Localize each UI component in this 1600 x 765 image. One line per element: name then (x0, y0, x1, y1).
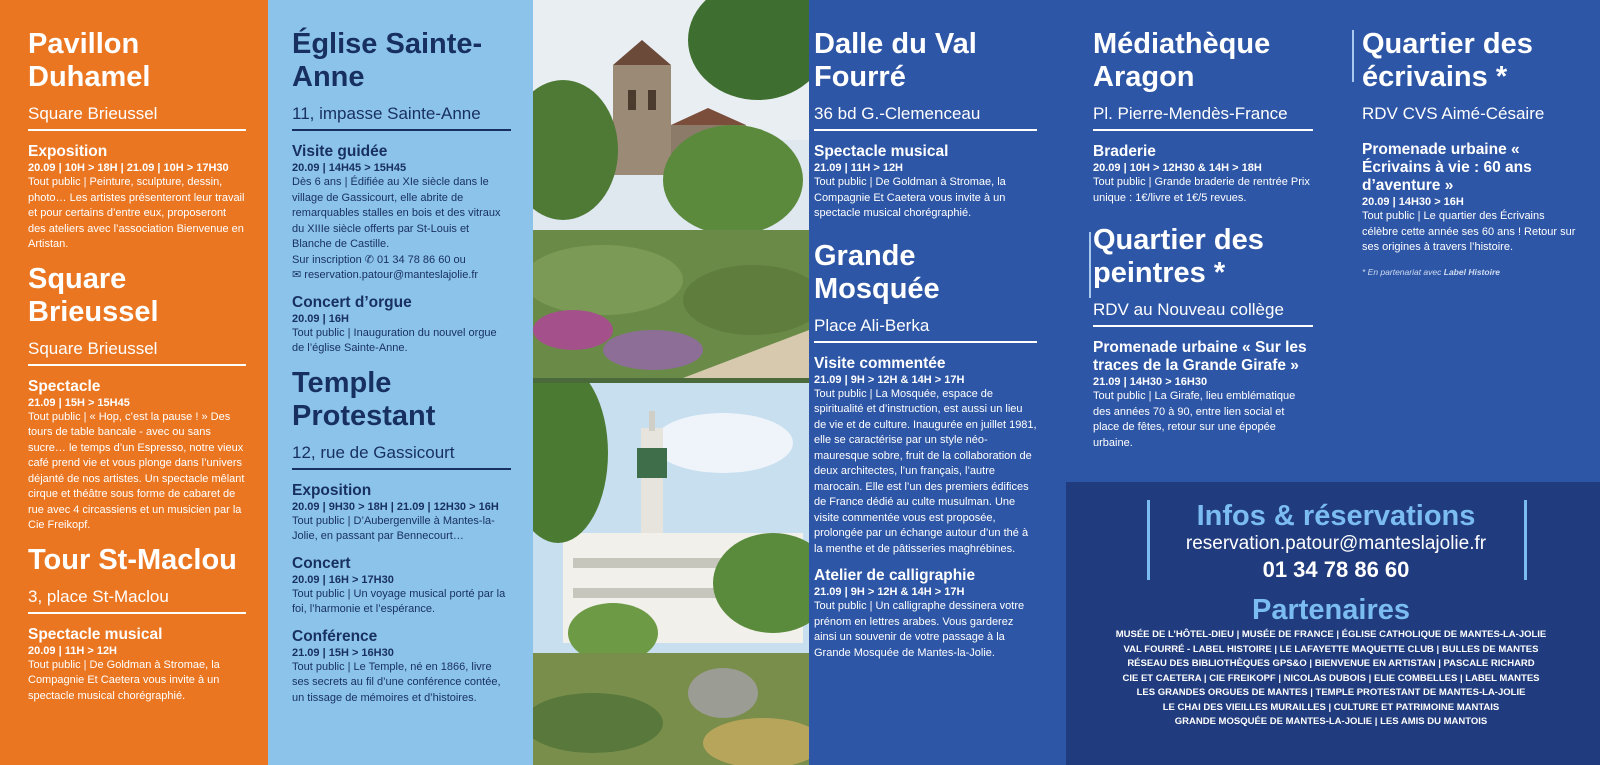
event (1093, 143, 1313, 206)
event-description: Tout public | Le quartier des Écrivains célèbre cette année ses 60 ans ! Retour sur ses origines à travers l’histoire. (1362, 210, 1576, 253)
column-light-blue (268, 0, 533, 765)
venue-address: 12, rue de Gassicourt (292, 443, 511, 470)
mail-icon: ✉ (292, 269, 302, 281)
venue-title: Grande Mosquée (814, 239, 940, 305)
event-date: 21.09 | 15H > 16H30 (292, 646, 394, 659)
event (814, 143, 1037, 222)
partners-line: MUSÉE DE L’HÔTEL-DIEU | MUSÉE DE FRANCE | ÉGLISE CATHOLIQUE DE MANTES-LA-JOLIE (1115, 629, 1547, 640)
photo-church-garden (533, 0, 809, 378)
event (1362, 141, 1577, 256)
event (28, 378, 246, 534)
event-type: Exposition (28, 143, 108, 160)
event-description: Dès 6 ans | Édifiée au XIe siècle dans le village de Gassicourt, elle abrite de remarquables stalles en bois et des vitraux du XIIIe siècle offerts par St-Louis et Blanche de Castille. (292, 176, 501, 250)
event (814, 567, 1037, 661)
venue-mediatheque-aragon (1093, 28, 1313, 206)
venue-address: Square Brieussel (28, 339, 246, 366)
event (292, 482, 511, 545)
infos-email[interactable]: reservation.patour@manteslajolie.fr (1185, 533, 1487, 554)
venue-address: Square Brieussel (28, 104, 246, 131)
partners-line: GRANDE MOSQUÉE DE MANTES-LA-JOLIE | LES AMIS DU MANTOIS (1174, 716, 1488, 727)
venue-title: Quartier des écrivains * (1362, 28, 1533, 93)
event-type: Visite commentée (814, 354, 946, 372)
event-type: Spectacle musical (814, 143, 949, 160)
event-description: Tout public | Un calligraphe dessinera votre prénom en lettres arabes. Vous garderez ainsi un souvenir de votre passage à la Grande Mosquée de Mantes-la-Jolie. (814, 600, 1025, 659)
venue-title: Square Brieussel (28, 262, 159, 328)
venue-title: Médiathèque Aragon (1093, 28, 1271, 93)
venue-quartier-des-peintres (1093, 224, 1313, 451)
event-date: 20.09 | 14H30 > 16H (1362, 196, 1464, 208)
spacer (1093, 216, 1313, 224)
venue-address: Pl. Pierre-Mendès-France (1093, 104, 1313, 131)
column-photos (533, 0, 809, 765)
venue-title: Quartier des peintres * (1093, 224, 1264, 289)
event-type: Spectacle musical (28, 625, 163, 643)
event (292, 555, 511, 618)
venue-tour-st-maclou (28, 544, 246, 705)
venue-title: Dalle du Val Fourré (814, 28, 977, 93)
inscription-line (292, 253, 511, 269)
inscription-label: Sur inscription (292, 253, 362, 266)
event-date: 21.09 | 9H > 12H & 14H > 17H (814, 373, 965, 386)
partners-title: Partenaires (1252, 594, 1410, 626)
event-description: Tout public | La Girafe, lieu emblématique des années 70 à 90, entre lien social et place de fêtes, retour sur une épopée urbaine. (1093, 390, 1296, 449)
event-type: Exposition (292, 481, 372, 499)
infos-phone[interactable]: 01 34 78 86 60 (1262, 557, 1410, 582)
venue-dalle-du-val-fourre (814, 28, 1037, 222)
photo-mosque-garden (533, 383, 809, 765)
event-description: Tout public | D’Aubergenville à Mantes-la-Jolie, en passant par Bennecourt… (292, 514, 495, 542)
mosque-garden-illustration (533, 383, 809, 765)
event-type: Concert (292, 554, 351, 572)
event-description: Tout public | Un voyage musical porté par la foi, l’harmonie et l’espérance. (292, 587, 506, 615)
event-description: Tout public | De Goldman à Stromae, la Compagnie Et Caetera vous invite à un spectacle musical chorégraphié. (814, 176, 1006, 219)
venue-title: Temple Protestant (292, 366, 436, 432)
event-date: 20.09 | 10H > 18H | 21.09 | 10H > 17H30 (28, 162, 229, 174)
phone-icon: ✆ (364, 253, 374, 266)
event-date: 20.09 | 9H30 > 18H | 21.09 | 12H30 > 16H (292, 500, 499, 513)
event (292, 628, 511, 707)
event-date: 20.09 | 14H45 > 15H45 (292, 162, 407, 174)
event-type: Promenade urbaine « Écrivains à vie : 60 ans d’aventure » (1362, 141, 1532, 194)
infos-reservations (1146, 500, 1526, 584)
inscription-email[interactable]: reservation.patour@manteslajolie.fr (304, 269, 479, 281)
venue-temple-protestant (292, 367, 511, 707)
event-description: Tout public | Le Temple, né en 1866, livre ses secrets au fil d’une conférence contée, un tissage de mémoires et d’histoires. (292, 660, 501, 704)
venue-address: 11, impasse Sainte-Anne (292, 104, 511, 131)
event (814, 355, 1037, 558)
event-type: Concert d’orgue (292, 293, 412, 311)
footnote-org: Label Histoire (1443, 266, 1500, 277)
venue-grande-mosquee (814, 240, 1037, 662)
venue-address: 3, place St-Maclou (28, 587, 246, 614)
event (28, 143, 246, 253)
event (292, 143, 511, 284)
event-date: 21.09 | 11H > 12H (814, 162, 904, 174)
event-type: Promenade urbaine « Sur les traces de la Grande Girafe » (1093, 339, 1307, 374)
event-description: Tout public | La Mosquée, espace de spiritualité et d’instruction, est aussi un lieu de vie et de culture. Inaugurée en juillet 1981, elle se caractérise par un style néo-mauresque sobre, fruit de la collaboration de deux architectes, l’un français, l’autre marocain. Elle est l’un des premiers édifices de France dédié au culte musulman. Une visite commentée vous est proposée, prolongée par un échange autour d’un thé à la menthe et de pâtisseries maghrébines. (814, 387, 1037, 555)
column-mediatheque (1093, 28, 1313, 461)
event-type: Conférence (292, 627, 378, 645)
partners-line: VAL FOURRÉ - LABEL HISTOIRE | LE LAFAYETTE MAQUETTE CLUB | BULLES DE MANTES (1123, 643, 1539, 655)
venue-eglise-sainte-anne (292, 28, 511, 357)
event-date: 21.09 | 14H30 > 16H30 (1093, 376, 1208, 388)
divider-line (1352, 30, 1354, 82)
event (1093, 339, 1313, 451)
event-date: 20.09 | 10H > 12H30 & 14H > 18H (1093, 162, 1262, 174)
venue-title: Tour St-Maclou (28, 543, 237, 576)
partners-line: LES GRANDES ORGUES DE MANTES | TEMPLE PROTESTANT DE MANTES-LA-JOLIE (1136, 687, 1526, 698)
church-garden-illustration (533, 0, 809, 378)
partners (1096, 594, 1566, 730)
event-description: Tout public | « Hop, c’est la pause ! » Des tours de table bancale - avec ou sans sucre… le temps d’un Espresso, notre vieux café prend vie et vous plonge dans l’univers déjanté de nos artistes. Un spectacle mêlant cirque et théâtre sous forme de cabaret de rue avec 4 circassiens et un musicien par la Cie Freikopf. (28, 410, 245, 531)
venue-pavillon-duhamel (28, 28, 246, 253)
event-date: 21.09 | 15H > 15H45 (28, 396, 130, 409)
event-date: 20.09 | 16H > 17H30 (292, 573, 394, 586)
footnote-text: * En partenariat avec (1362, 266, 1442, 277)
event (28, 626, 246, 705)
column-val-fourre (814, 28, 1037, 671)
footnote (1362, 266, 1577, 278)
venue-square-brieussel (28, 263, 246, 534)
infos-title: Infos & réservations (1196, 500, 1476, 532)
venue-title: Église Sainte-Anne (292, 28, 483, 93)
column-ecrivains (1362, 28, 1577, 278)
event-description: Tout public | De Goldman à Stromae, la Compagnie Et Caetera vous invite à un spectacle musical chorégraphié. (28, 658, 220, 702)
spacer (814, 232, 1037, 240)
partners-line: RÉSEAU DES BIBLIOTHÈQUES GPS&O | BIENVENUE EN ARTISTAN | PASCALE RICHARD (1127, 658, 1535, 669)
event-type: Braderie (1093, 143, 1156, 160)
event-date: 21.09 | 9H > 12H & 14H > 17H (814, 586, 965, 598)
event-description: Tout public | Peinture, sculpture, dessin, photo… Les artistes présenteront leur travail et pour certains d’entre eux, proposeront des ateliers avec l’association Bienvenue en Artistan. (28, 176, 245, 250)
event (292, 294, 511, 357)
venue-address: RDV CVS Aimé-Césaire (1362, 104, 1545, 123)
event-description: Tout public | Grande braderie de rentrée Prix unique : 1€/livre et 1€/5 revues. (1093, 176, 1310, 204)
event-description: Tout public | Inauguration du nouvel orgue de l’église Sainte-Anne. (292, 326, 497, 354)
event-type: Visite guidée (292, 143, 388, 160)
column-orange (0, 0, 268, 765)
partners-line: CIE ET CAETERA | CIE FREIKOPF | NICOLAS DUBOIS | ELIE COMBELLES | LABEL MANTES (1122, 672, 1540, 684)
venue-address: RDV au Nouveau collège (1093, 300, 1313, 327)
venue-address: 36 bd G.-Clemenceau (814, 104, 1037, 131)
venue-title: Pavillon Duhamel (28, 28, 151, 93)
divider-line (1089, 232, 1091, 298)
event-date: 20.09 | 16H (292, 312, 349, 325)
inscription-phone: 01 34 78 86 60 ou (377, 253, 466, 266)
event-type: Atelier de calligraphie (814, 567, 976, 584)
partners-line: LE CHAI DES VIEILLES MURAILLES | CULTURE ET PATRIMOINE MANTAIS (1162, 701, 1500, 713)
event-type: Spectacle (28, 377, 101, 395)
venue-address: Place Ali-Berka (814, 316, 1037, 343)
venue-quartier-des-ecrivains (1362, 28, 1577, 278)
event-date: 20.09 | 11H > 12H (28, 644, 118, 657)
inscription-mail-line (292, 268, 511, 284)
